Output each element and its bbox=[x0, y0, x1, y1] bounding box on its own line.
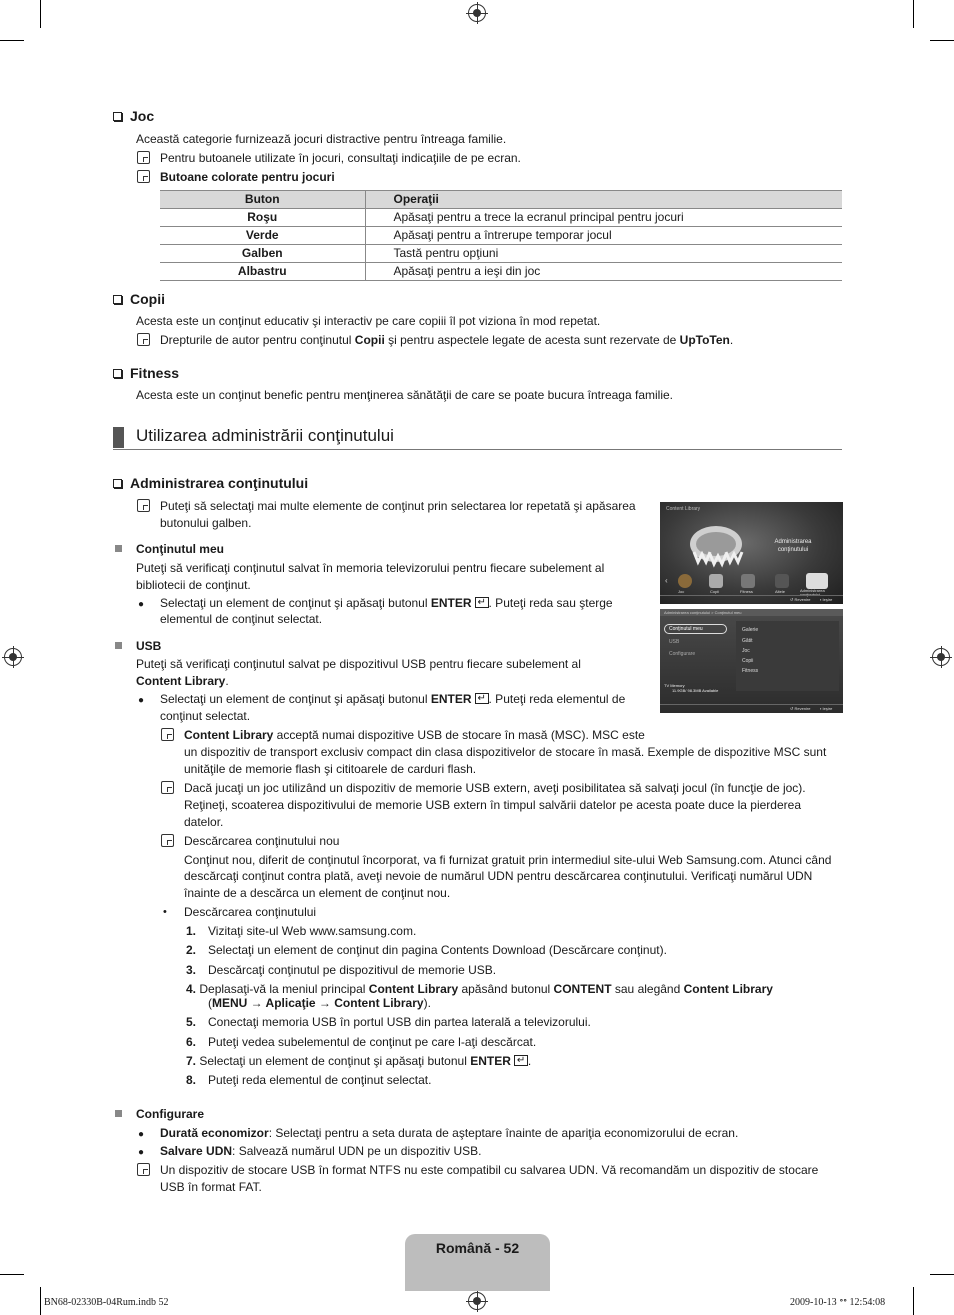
step-8: 8. Puteţi reda elementul de conţinut selectat. bbox=[186, 1073, 432, 1087]
menu-item: USB bbox=[669, 639, 680, 645]
hint-return: ↺ Revenire bbox=[790, 597, 811, 602]
enter-key-icon bbox=[475, 693, 489, 704]
icon-label: Fitness bbox=[740, 589, 753, 594]
copii-description: Acesta este un conţinut educativ şi interactiv pe care copiii îl pot viziona în mod repetat. bbox=[136, 314, 601, 328]
meu-bullet-l2: elementul de conţinut selectat. bbox=[160, 612, 323, 626]
step-3: 3. Descărcaţi conţinutul pe dispozitivul de memorie USB. bbox=[186, 963, 497, 977]
memory-value: 11.9GB/ 98.3MB Available bbox=[672, 688, 719, 693]
copii-heading: Copii bbox=[113, 291, 165, 308]
table-cell: Apăsaţi pentru a trece la ecranul principal pentru jocuri bbox=[365, 209, 842, 227]
note-game-l3: datelor. bbox=[184, 815, 224, 829]
crop-mark bbox=[913, 1287, 914, 1315]
icon-label: Joc bbox=[678, 589, 685, 594]
divider bbox=[660, 704, 843, 705]
note-icon bbox=[137, 151, 150, 164]
kids-icon bbox=[709, 574, 723, 588]
cfg-bullet-1: Durată economizor: Selectaţi pentru a seta durata de aşteptare înainte de apariţia economizorului de ecran. bbox=[160, 1126, 739, 1140]
note-icon bbox=[137, 333, 150, 346]
memory-label: TV Memory bbox=[664, 683, 685, 688]
table-row bbox=[160, 245, 842, 263]
note-download-title: Descărcarea conţinutului nou bbox=[184, 834, 340, 848]
note-icon bbox=[161, 728, 174, 741]
table-cell: Tastă pentru opţiuni bbox=[365, 245, 842, 263]
menu-item: Conţinutul meu bbox=[669, 626, 703, 632]
joc-note-buttons: Pentru butoanele utilizate în jocuri, consultaţi indicaţiile de pe ecran. bbox=[160, 151, 521, 165]
table-header-cell: Operaţii bbox=[365, 191, 842, 209]
crop-mark bbox=[930, 1274, 954, 1275]
fitness-icon bbox=[741, 574, 755, 588]
note-download-l3: înainte de a descărca un element de conţinut nou. bbox=[184, 886, 451, 900]
fitness-heading: Fitness bbox=[113, 365, 179, 382]
note-icon bbox=[137, 170, 150, 183]
content-management-icon bbox=[806, 573, 828, 589]
hint-exit: ▪ Ieşire bbox=[820, 597, 833, 602]
list-item: Copii bbox=[742, 658, 754, 664]
usb-bullet-l2: conţinut selectat. bbox=[160, 709, 251, 723]
www-logo-icon bbox=[686, 522, 748, 568]
table-header-row bbox=[160, 191, 842, 209]
small-bullet-icon: • bbox=[163, 906, 167, 918]
step-4-path: (MENU → Aplicaţie → Content Library). bbox=[208, 996, 431, 1010]
step-1: 1. Vizitaţi site-ul Web www.samsung.com. bbox=[186, 924, 417, 938]
menu-item: Configurare bbox=[669, 651, 696, 657]
cfg-bullet-2: Salvare UDN: Salvează numărul UDN pe un dispozitiv USB. bbox=[160, 1144, 482, 1158]
joc-note-colored-buttons: Butoane colorate pentru jocuri bbox=[160, 170, 335, 184]
table-header-cell: Buton bbox=[160, 191, 365, 209]
step-4: 4. Deplasaţi-vă la meniul principal Content Library apăsând butonul CONTENT sau alegând Content Library bbox=[186, 982, 773, 996]
admin-note-l2: butonului galben. bbox=[160, 516, 252, 530]
square-bullet-icon bbox=[115, 545, 122, 552]
note-game-l2: Reţineţi, scoaterea dispozitivului de memorie USB extern în timpul salvării datelor pe acesta poate duce la pierderea bbox=[184, 798, 801, 812]
crop-mark bbox=[0, 40, 24, 41]
admin-note-l1: Puteţi să selectaţi mai multe elemente de conţinut prin selectarea lor repetată şi apăsarea bbox=[160, 499, 636, 513]
table-cell: Albastru bbox=[160, 263, 365, 281]
note-msc-l2: un dispozitiv de transport exclusiv compact din clasa dispozitivelor de stocare în masă. Exemple de dispozitive MSC sunt bbox=[184, 745, 827, 759]
round-bullet-icon: ● bbox=[138, 1129, 145, 1140]
enter-key-icon bbox=[514, 1055, 528, 1066]
content-library-screenshot bbox=[660, 502, 843, 604]
table-cell: Apăsaţi pentru a întrerupe temporar jocul bbox=[365, 227, 842, 245]
usb-text-l1: Puteţi să verificaţi conţinutul salvat pe dispozitivul USB pentru fiecare subelement al bbox=[136, 657, 581, 671]
icon-label: Administrarea bbox=[800, 588, 825, 593]
note-icon bbox=[161, 781, 174, 794]
usb-text-l2: Content Library. bbox=[136, 674, 229, 688]
checkbox-bullet-icon bbox=[113, 479, 122, 488]
square-bullet-icon bbox=[115, 642, 122, 649]
step-7: 7. Selectaţi un element de conţinut şi apăsaţi butonul ENTER↵ . bbox=[186, 1053, 531, 1070]
crop-mark bbox=[930, 40, 954, 41]
section-divider bbox=[113, 449, 842, 450]
list-item: Galerie bbox=[742, 627, 759, 633]
crop-mark bbox=[0, 1274, 24, 1275]
table-row bbox=[160, 227, 842, 245]
print-date-info: 2009-10-13 ꢀꢀ 12:54:08 bbox=[790, 1297, 886, 1308]
table-cell: Apăsaţi pentru a ieşi din joc bbox=[365, 263, 842, 281]
fitness-description: Acesta este un conţinut benefic pentru menţinerea sănătăţii de care se poate bucura întreaga familie. bbox=[136, 388, 673, 402]
note-icon bbox=[161, 834, 174, 847]
screen-breadcrumb: Administrarea conţinutului > Conţinutul meu bbox=[664, 610, 742, 615]
note-download-l2: descărcaţi conţinut contra plată, aveţi nevoie de numărul UDN pentru descărcarea conţinutului. Verificaţi numărul UDN bbox=[184, 869, 813, 883]
checkbox-bullet-icon bbox=[113, 369, 122, 378]
list-item: Joc bbox=[742, 648, 750, 654]
note-icon bbox=[137, 1163, 150, 1176]
note-game-l1: Dacă jucaţi un joc utilizând un dispozitiv de memorie USB extern, aveţi posibilitatea să salvaţi jocul (în funcţie de joc). bbox=[184, 781, 806, 795]
icon-label: Altele bbox=[775, 589, 786, 594]
admin-heading: Administrarea conţinutului bbox=[113, 475, 308, 492]
list-item: Fitness bbox=[742, 668, 759, 674]
registration-mark-icon bbox=[4, 648, 22, 666]
other-icon bbox=[775, 574, 789, 588]
continutul-meu-heading: Conţinutul meu bbox=[136, 542, 224, 556]
meu-text-l2: bibliotecii de conţinut. bbox=[136, 578, 251, 592]
icon-label: Copii bbox=[710, 589, 720, 594]
usb-bullet-l1: Selectaţi un element de conţinut şi apăsaţi butonul ENTER↵ . Puteţi reda elementul de bbox=[160, 691, 625, 708]
registration-mark-icon bbox=[468, 4, 486, 22]
table-row bbox=[160, 263, 842, 281]
registration-mark-icon bbox=[932, 648, 950, 666]
usb-screen-screenshot bbox=[660, 609, 843, 713]
table-cell: Verde bbox=[160, 227, 365, 245]
download-title: Descărcarea conţinutului bbox=[184, 905, 317, 919]
round-bullet-icon: ● bbox=[138, 695, 145, 706]
note-msc-l3: unităţile de memorie flash şi cititoarele de carduri flash. bbox=[184, 762, 477, 776]
game-icon bbox=[678, 574, 692, 588]
round-bullet-icon: ● bbox=[138, 1147, 145, 1158]
checkbox-bullet-icon bbox=[113, 295, 122, 304]
crop-mark bbox=[40, 1287, 41, 1315]
crop-mark bbox=[40, 0, 41, 28]
cfg-note-l1: Un dispozitiv de stocare USB în format NTFS nu este compatibil cu salvarea UDN. Vă recomandăm un dispozitiv de stocare bbox=[160, 1163, 819, 1177]
section-title: Utilizarea administrării conţinutului bbox=[136, 426, 394, 445]
table-row bbox=[160, 209, 842, 227]
step-5: 5. Conectaţi memoria USB în portul USB din partea laterală a televizorului. bbox=[186, 1015, 591, 1029]
round-bullet-icon: ● bbox=[138, 599, 145, 610]
usb-heading: USB bbox=[136, 639, 162, 653]
enter-key-icon bbox=[475, 597, 489, 608]
divider bbox=[660, 595, 843, 596]
hint-exit: ▪ Ieşire bbox=[820, 706, 833, 711]
chevron-left-icon: ‹ bbox=[665, 576, 668, 585]
cfg-note-l2: USB în format FAT. bbox=[160, 1180, 262, 1194]
registration-mark-icon bbox=[468, 1292, 486, 1310]
table-cell: Roşu bbox=[160, 209, 365, 227]
step-6: 6. Puteţi vedea subelementul de conţinut pe care l-aţi descărcat. bbox=[186, 1035, 537, 1049]
note-msc-l1: Content Library acceptă numai dispozitive USB de stocare în masă (MSC). MSC este bbox=[184, 728, 645, 742]
hint-return: ↺ Revenire bbox=[790, 706, 811, 711]
page-number: Română - 52 bbox=[435, 1240, 520, 1256]
game-buttons-table bbox=[160, 190, 842, 281]
screen-title: Administrarea conţinutului bbox=[774, 539, 812, 553]
configurare-heading: Configurare bbox=[136, 1107, 205, 1121]
square-bullet-icon bbox=[115, 1110, 122, 1117]
note-icon bbox=[137, 499, 150, 512]
meu-text-l1: Puteţi să verificaţi conţinutul salvat în memoria televizorului pentru fiecare subelement al bbox=[136, 561, 605, 575]
step-2: 2. Selectaţi un element de conţinut din pagina Contents Download (Descărcare conţinut). bbox=[186, 943, 667, 957]
joc-heading: Joc bbox=[113, 108, 154, 125]
screen-header: Content Library bbox=[666, 506, 701, 512]
crop-mark bbox=[913, 0, 914, 28]
note-download-l1: Conţinut nou, diferit de conţinutul încorporat, va fi furnizat gratuit prin intermediul site-ului Web Samsung.com. Atunci când bbox=[184, 853, 832, 867]
copii-note: Drepturile de autor pentru conţinutul Copii şi pentru aspectele legate de acesta sunt rezervate de UpToTen. bbox=[160, 333, 734, 347]
table-cell: Galben bbox=[160, 245, 365, 263]
section-marker bbox=[113, 427, 124, 448]
meu-bullet-l1: Selectaţi un element de conţinut şi apăsaţi butonul ENTER↵ . Puteţi reda sau şterge bbox=[160, 595, 613, 612]
print-file-info: BN68-02330B-04Rum.indb 52 bbox=[44, 1297, 169, 1308]
joc-description: Această categorie furnizează jocuri distractive pentru întreaga familie. bbox=[136, 132, 507, 146]
list-item: Gătit bbox=[742, 638, 753, 644]
checkbox-bullet-icon bbox=[113, 112, 122, 121]
